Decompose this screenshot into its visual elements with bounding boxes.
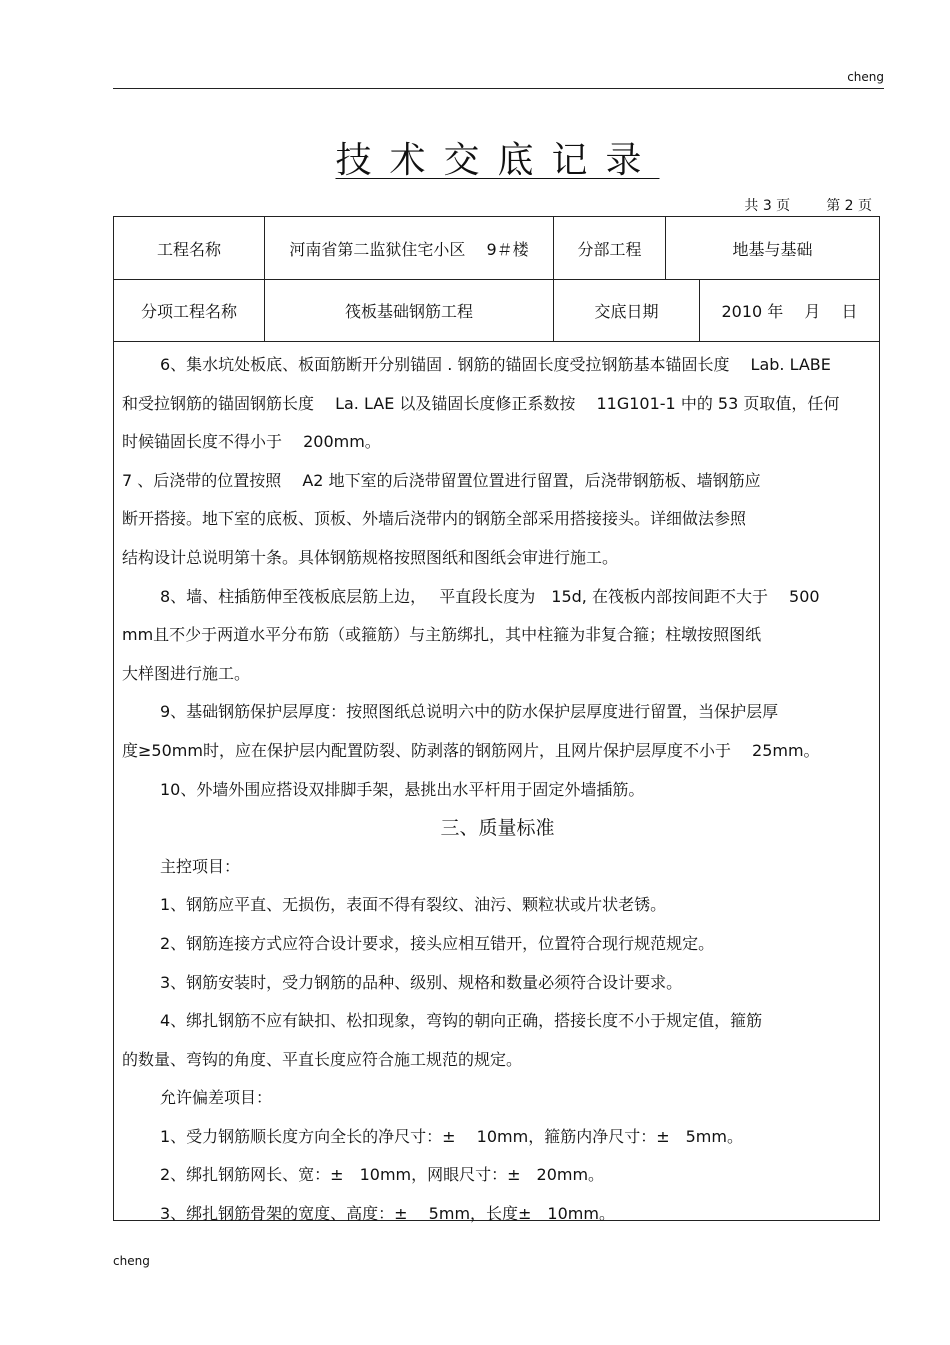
main-item-4-cont: 的数量、弯钩的角度、平直长度应符合施工规范的规定。 <box>122 1049 523 1069</box>
tolerance-item-1: 1、受力钢筋顺长度方向全长的净尺寸：± 10mm，箍筋内净尺寸：± 5mm。 <box>160 1126 743 1146</box>
date-value: 2010 年 月 日 <box>721 301 858 321</box>
header-rule <box>113 88 884 89</box>
table-row-project <box>114 217 879 280</box>
item-8-line-1: 8、墙、柱插筋伸至筏板底层筋上边， 平直段长度为 15d, 在筏板内部按间距不大于 500 <box>160 586 820 606</box>
table-row-subproject <box>114 279 879 342</box>
section-heading-quality: 三、质量标准 <box>440 817 555 840</box>
main-item-1: 1、钢筋应平直、无损伤，表面不得有裂纹、油污、颗粒状或片状老锈。 <box>160 895 667 915</box>
footer-tag: cheng <box>113 1254 150 1268</box>
header-tag: cheng <box>847 70 884 84</box>
subproject-label: 分项工程名称 <box>114 279 265 341</box>
item-6-line-2: 和受拉钢筋的锚固钢筋长度 La. LAE 以及锚固长度修正系数按 11G101-1 中的 53 页取值，任何 <box>122 393 840 413</box>
current-page: 第 2 页 <box>826 198 872 214</box>
subproject-value: 筏板基础钢筋工程 <box>265 279 554 341</box>
date-label: 交底日期 <box>554 279 700 341</box>
division-label: 分部工程 <box>554 217 666 279</box>
document-title: 技术交底记录 <box>335 140 660 181</box>
tolerance-item-2: 2、绑扎钢筋网长、宽：± 10mm，网眼尺寸：± 20mm。 <box>160 1165 605 1185</box>
item-10: 10、外墙外围应搭设双排脚手架，悬挑出水平杆用于固定外墙插筋。 <box>160 779 645 799</box>
item-8-line-2: mm且不少于两道水平分布筋（或箍筋）与主筋绑扎，其中柱箍为非复合箍；柱墩按照图纸 <box>122 625 762 645</box>
item-8-line-3: 大样图进行施工。 <box>122 663 251 683</box>
main-item-3: 3、钢筋安装时，受力钢筋的品种、级别、规格和数量必须符合设计要求。 <box>160 972 683 992</box>
item-6-line-3: 时候锚固长度不得小于 200mm。 <box>122 432 381 452</box>
total-pages: 共 3 页 <box>744 198 791 214</box>
division-value: 地基与基础 <box>732 239 813 259</box>
record-table <box>113 216 880 1224</box>
item-9-line-1: 9、基础钢筋保护层厚度：按照图纸总说明六中的防水保护层厚度进行留置，当保护层厚 <box>160 702 779 722</box>
item-6-line-1: 6、集水坑处板底、板面筋断开分别锚固 . 钢筋的锚固长度受拉钢筋基本锚固长度 Lab. LABE <box>160 355 831 374</box>
main-item-4: 4、绑扎钢筋不应有缺扣、松扣现象，弯钩的朝向正确，搭接长度不小于规定值，箍筋 <box>160 1011 763 1031</box>
item-9-line-2: 度≥50mm时，应在保护层内配置防裂、防剥落的钢筋网片，且网片保护层厚度不小于 25mm。 <box>122 740 820 760</box>
item-7-line-3: 结构设计总说明第十条。具体钢筋规格按照图纸和图纸会审进行施工。 <box>122 547 619 567</box>
project-name-label: 工程名称 <box>114 217 265 279</box>
tolerance-title: 允许偏差项目： <box>160 1088 273 1108</box>
main-item-2: 2、钢筋连接方式应符合设计要求，接头应相互错开，位置符合现行规范规定。 <box>160 933 715 953</box>
page-indicator <box>740 195 872 215</box>
project-name-value: 河南省第二监狱住宅小区 9＃楼 <box>265 217 554 279</box>
main-items-title: 主控项目： <box>160 856 241 876</box>
disclosure-content <box>114 342 879 1224</box>
tolerance-item-3: 3、绑扎钢筋骨架的宽度、高度：± 5mm，长度± 10mm。 <box>160 1204 615 1224</box>
item-7-line-1: 7 、后浇带的位置按照 A2 地下室的后浇带留置位置进行留置，后浇带钢筋板、墙钢筋应 <box>122 470 761 490</box>
item-7-line-2: 断开搭接。地下室的底板、顶板、外墙后浇带内的钢筋全部采用搭接接头。详细做法参照 <box>122 509 747 529</box>
